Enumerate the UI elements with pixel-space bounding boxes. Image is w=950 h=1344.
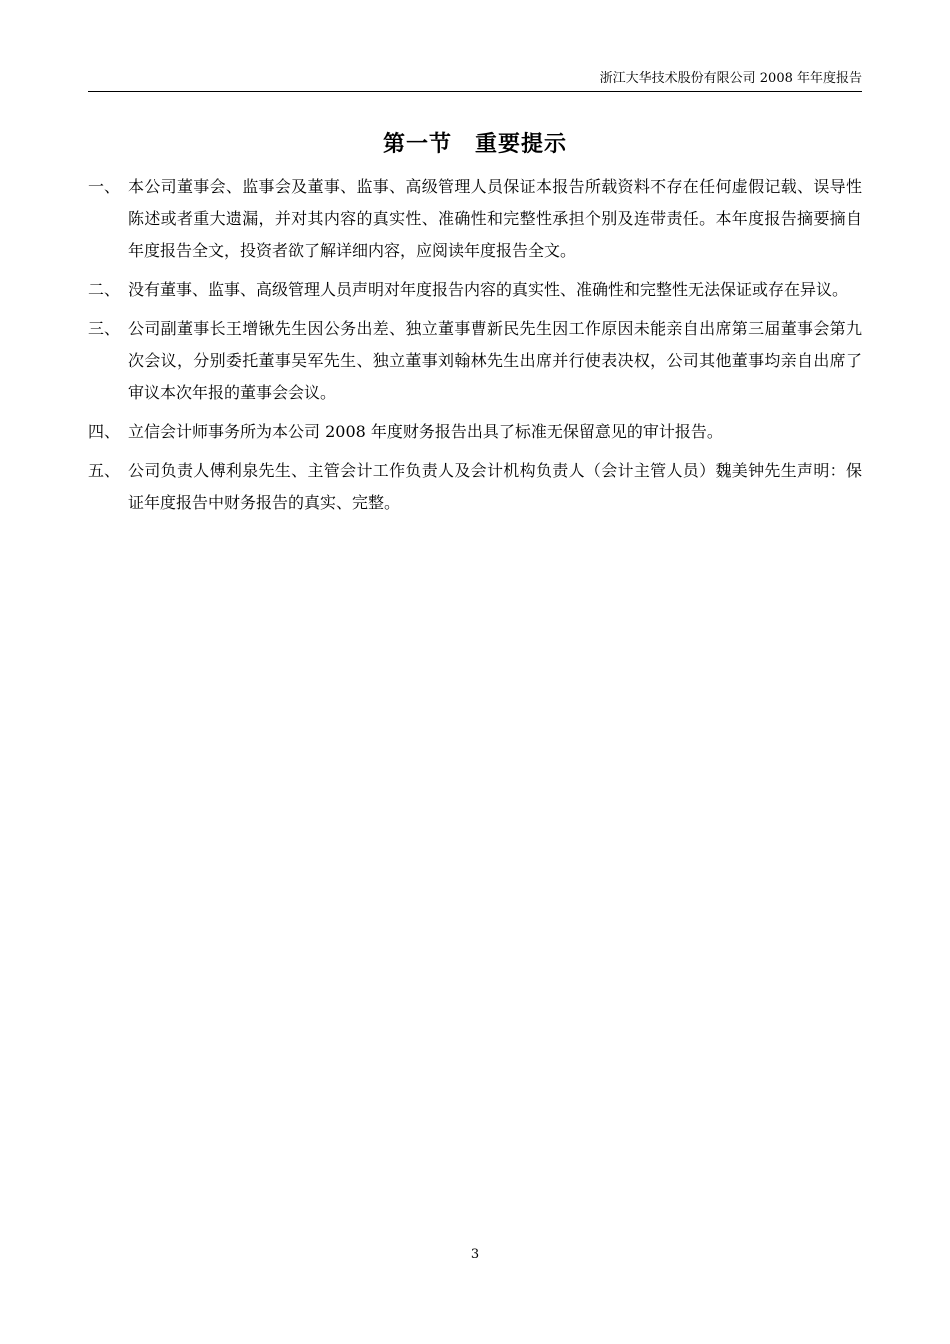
notice-item-number: 四、	[88, 422, 121, 441]
notice-item-text: 立信会计师事务所为本公司 2008 年度财务报告出具了标准无保留意见的审计报告。	[128, 422, 723, 441]
notice-item-text: 本公司董事会、监事会及董事、监事、高级管理人员保证本报告所载资料不存在任何虚假记载、误导性陈述或者重大遗漏，并对其内容的真实性、准确性和完整性承担个别及连带责任。本年度报告摘要摘自年度报告全文，投资者欲了解详细内容，应阅读年度报告全文。	[128, 177, 862, 260]
page-number: 3	[470, 1247, 480, 1262]
notice-item-text: 没有董事、监事、高级管理人员声明对年度报告内容的真实性、准确性和完整性无法保证或存在异议。	[128, 280, 849, 299]
notice-item-text: 公司副董事长王增锹先生因公务出差、独立董事曹新民先生因工作原因未能亲自出席第三届董事会第九次会议，分别委托董事吴军先生、独立董事刘翰林先生出席并行使表决权，公司其他董事均亲自出席了审议本次年报的董事会会议。	[128, 319, 862, 402]
notice-item	[88, 274, 862, 306]
notice-item	[88, 171, 862, 267]
running-header-title: 浙江大华技术股份有限公司 2008 年年度报告	[599, 71, 862, 86]
notice-item-number: 一、	[88, 177, 121, 196]
notice-list	[88, 171, 862, 526]
notice-item-number: 二、	[88, 280, 121, 299]
notice-item	[88, 313, 862, 409]
running-header	[88, 70, 862, 92]
notice-item-number: 三、	[88, 319, 121, 338]
notice-item-text: 公司负责人傅利泉先生、主管会计工作负责人及会计机构负责人（会计主管人员）魏美钟先生声明：保证年度报告中财务报告的真实、完整。	[128, 461, 862, 512]
section-title: 第一节 重要提示	[382, 132, 567, 157]
notice-item	[88, 416, 862, 448]
notice-item-number: 五、	[88, 461, 121, 480]
notice-item	[88, 455, 862, 519]
